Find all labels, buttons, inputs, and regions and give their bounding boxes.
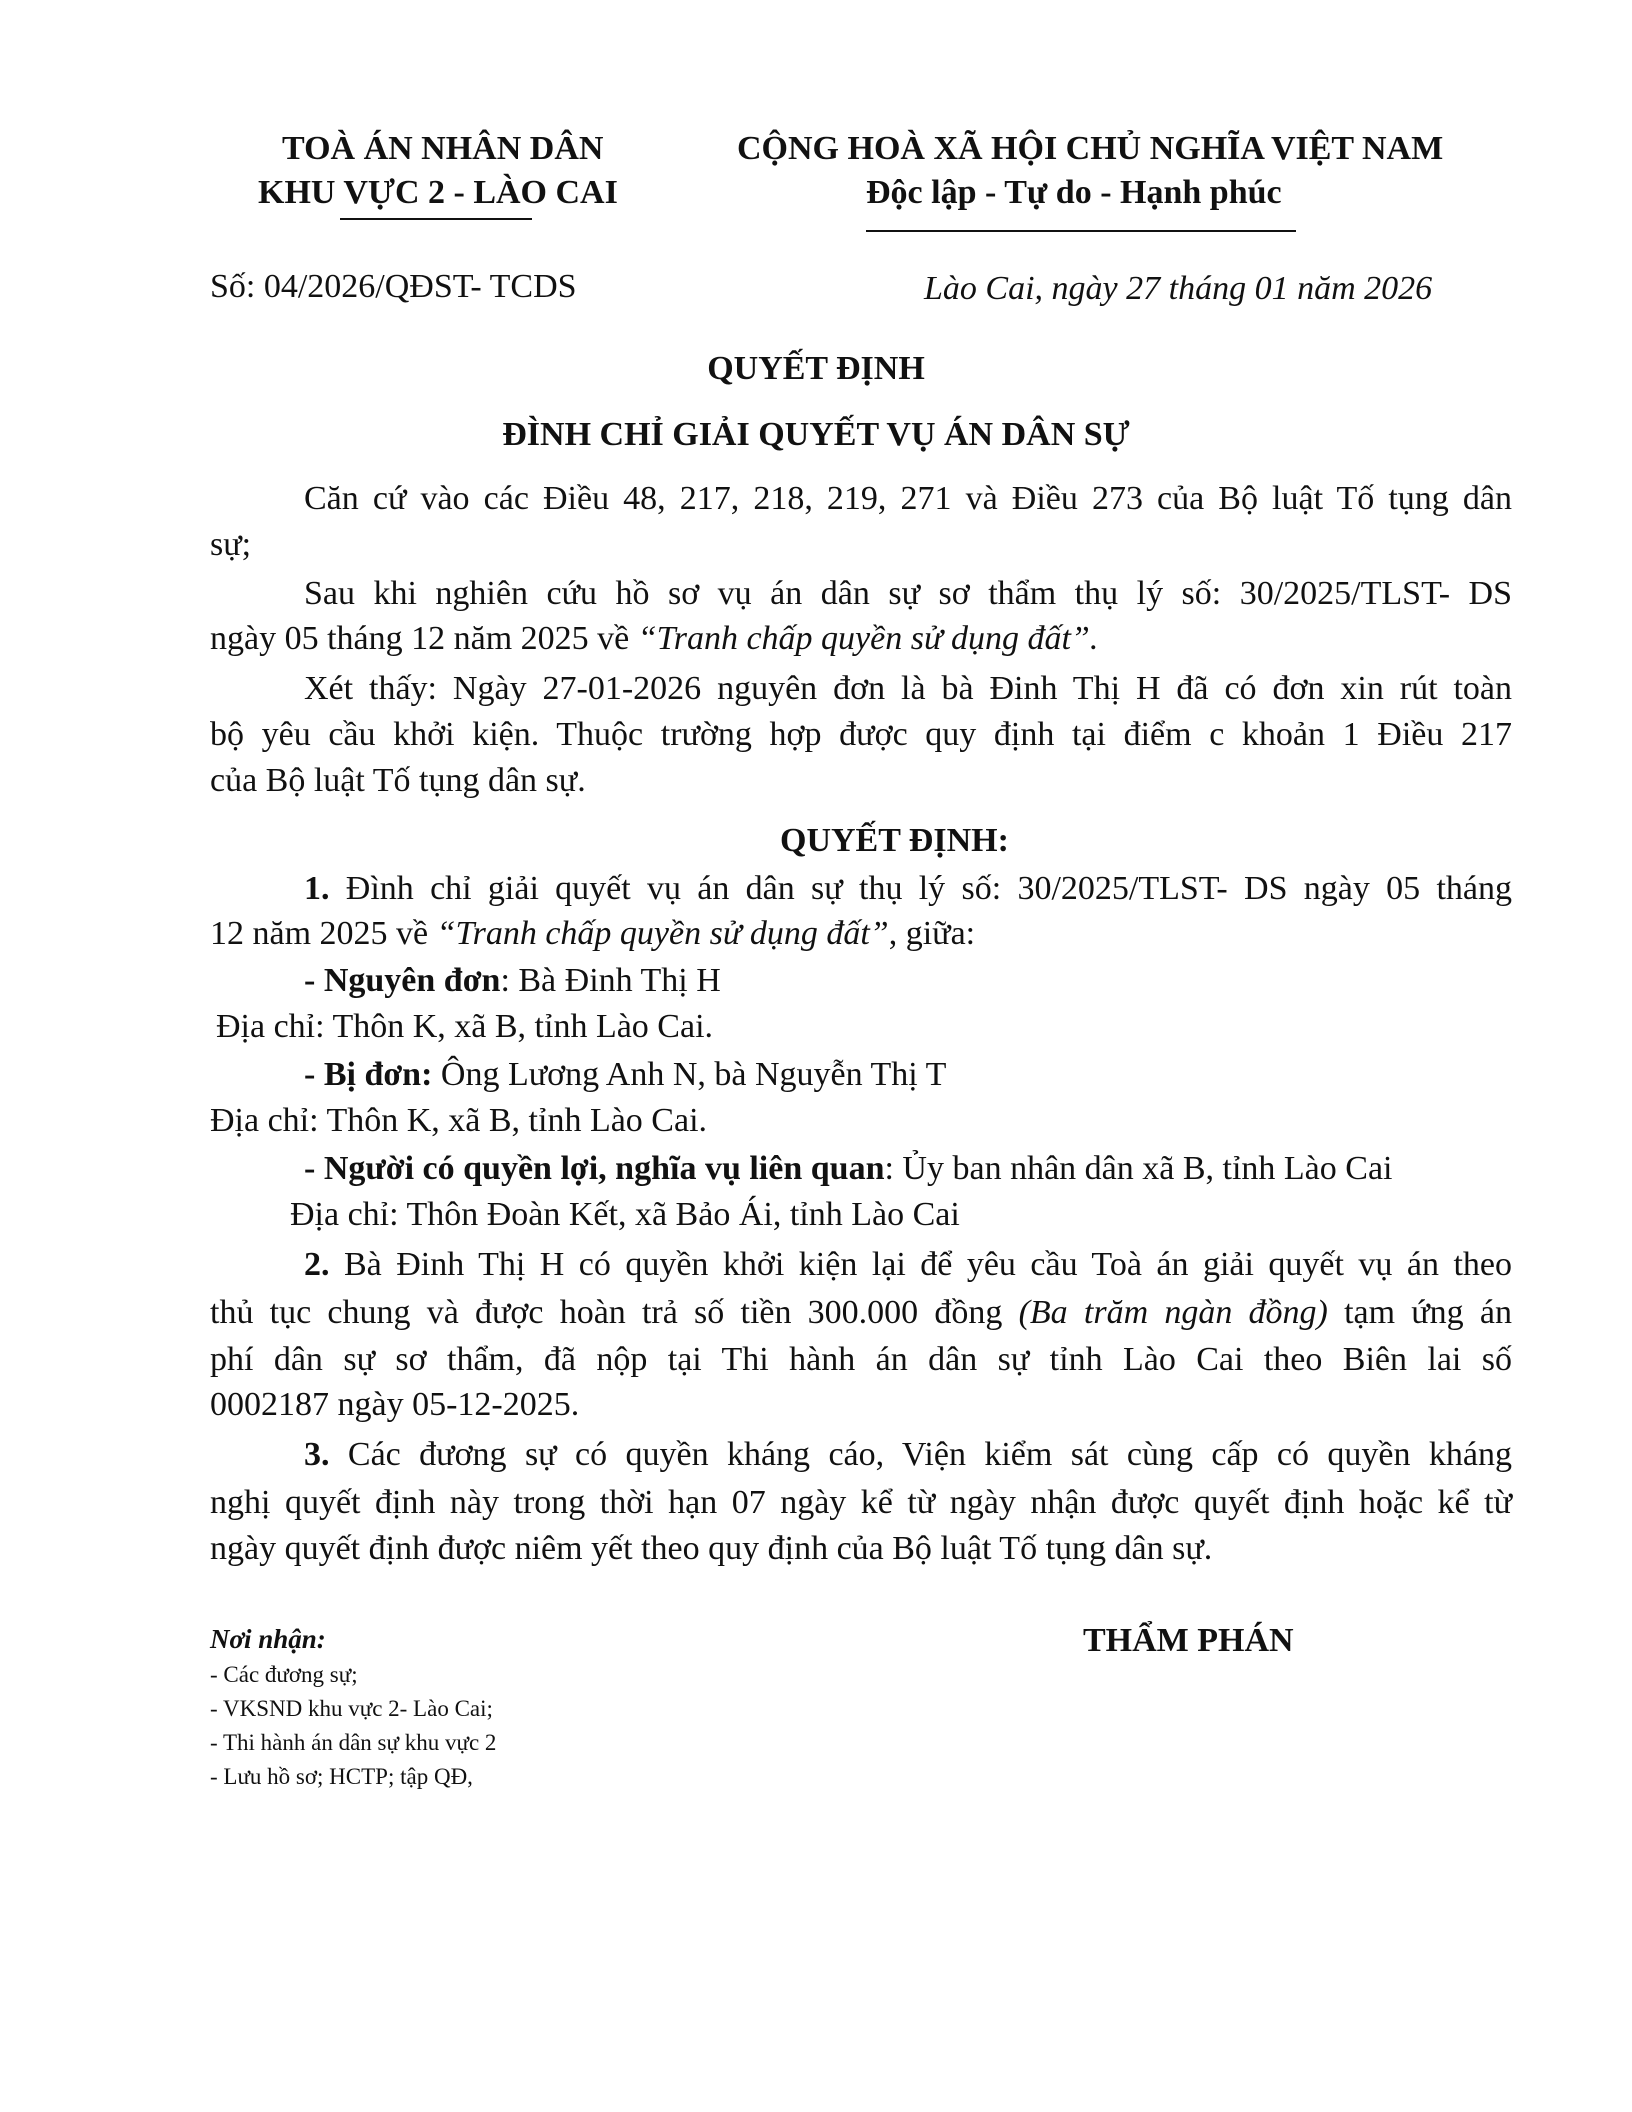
doc-title: QUYẾT ĐỊNH (707, 350, 925, 387)
defendant-address: Địa chỉ: Thôn K, xã B, tỉnh Lào Cai. (210, 1102, 708, 1139)
court-name-line2: KHU VỰC 2 - LÀO CAI (258, 174, 618, 211)
item3-line3: ngày quyết định được niêm yết theo quy định của Bộ luật Tố tụng dân sự. (210, 1530, 1213, 1567)
item2-line3: phí dân sự sơ thẩm, đã nộp tại Thi hành án dân sự tỉnh Lào Cai theo Biên lai số (210, 1341, 1512, 1378)
national-title: CỘNG HOÀ XÃ HỘI CHỦ NGHĨA VIỆT NAM (737, 130, 1444, 167)
preamble-p1-line1: Căn cứ vào các Điều 48, 217, 218, 219, 271 và Điều 273 của Bộ luật Tố tụng dân (304, 480, 1512, 517)
place-date: Lào Cai, ngày 27 tháng 01 năm 2026 (924, 270, 1433, 307)
item2-line4: 0002187 ngày 05-12-2025. (210, 1386, 580, 1423)
plaintiff-address: Địa chỉ: Thôn K, xã B, tỉnh Lào Cai. (216, 1008, 714, 1045)
item3-line1: 3. Các đương sự có quyền kháng cáo, Viện kiểm sát cùng cấp có quyền kháng (304, 1436, 1512, 1473)
item3-line2: nghị quyết định này trong thời hạn 07 ngày kể từ ngày nhận được quyết định hoặc kể từ (210, 1484, 1512, 1521)
doc-subtitle: ĐÌNH CHỈ GIẢI QUYẾT VỤ ÁN DÂN SỰ (502, 416, 1130, 453)
decision-heading: QUYẾT ĐỊNH: (780, 822, 1009, 859)
motto-underline (866, 230, 1296, 232)
recipient-item: - VKSND khu vực 2- Lào Cai; (210, 1696, 493, 1721)
preamble-p3-line3: của Bộ luật Tố tụng dân sự. (210, 762, 586, 799)
preamble-p1-line2: sự; (210, 526, 252, 563)
preamble-p3-line1: Xét thấy: Ngày 27-01-2026 nguyên đơn là bà Đinh Thị H đã có đơn xin rút toàn (304, 670, 1512, 707)
preamble-p2-line2: ngày 05 tháng 12 năm 2025 về “Tranh chấp quyền sử dụng đất”. (210, 620, 1099, 657)
item1-line1: 1. Đình chỉ giải quyết vụ án dân sự thụ lý số: 30/2025/TLST- DS ngày 05 tháng (304, 870, 1512, 907)
item2-line1: 2. Bà Đinh Thị H có quyền khởi kiện lại để yêu cầu Toà án giải quyết vụ án theo (304, 1246, 1512, 1283)
recipient-item: - Thi hành án dân sự khu vực 2 (210, 1730, 497, 1755)
recipient-item: - Các đương sự; (210, 1662, 358, 1687)
preamble-p3-line2: bộ yêu cầu khởi kiện. Thuộc trường hợp được quy định tại điểm c khoản 1 Điều 217 (210, 716, 1512, 753)
preamble-p2-line1: Sau khi nghiên cứu hồ sơ vụ án dân sự sơ thẩm thụ lý số: 30/2025/TLST- DS (304, 575, 1512, 612)
document-number: Số: 04/2026/QĐST- TCDS (210, 268, 577, 305)
defendant-line: - Bị đơn: Ông Lương Anh N, bà Nguyễn Thị T (304, 1056, 947, 1093)
court-underline (340, 218, 532, 220)
national-motto: Độc lập - Tự do - Hạnh phúc (866, 174, 1282, 211)
recipients-label: Nơi nhận: (210, 1624, 326, 1654)
item1-line2: 12 năm 2025 về “Tranh chấp quyền sử dụng đất”, giữa: (210, 915, 976, 952)
item2-line2: thủ tục chung và được hoàn trả số tiền 300.000 đồng (Ba trăm ngàn đồng) tạm ứng án (210, 1294, 1512, 1331)
plaintiff-line: - Nguyên đơn: Bà Đinh Thị H (304, 962, 721, 999)
related-party-address: Địa chỉ: Thôn Đoàn Kết, xã Bảo Ái, tỉnh Lào Cai (290, 1196, 960, 1233)
related-party-line: - Người có quyền lợi, nghĩa vụ liên quan: Ủy ban nhân dân xã B, tỉnh Lào Cai (304, 1150, 1393, 1187)
signature-title: THẨM PHÁN (1083, 1622, 1294, 1659)
recipient-item: - Lưu hồ sơ; HCTP; tập QĐ, (210, 1764, 473, 1789)
court-name-line1: TOÀ ÁN NHÂN DÂN (282, 130, 604, 167)
